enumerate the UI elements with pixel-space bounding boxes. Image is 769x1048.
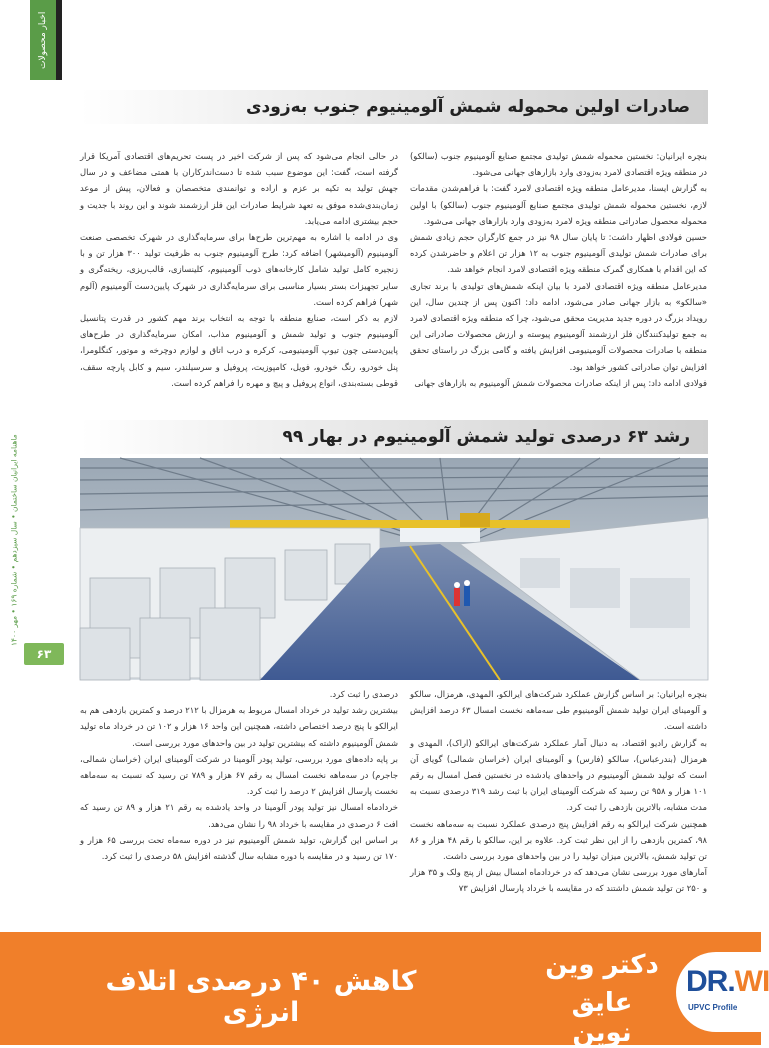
article2-title: رشد ۶۳ درصدی تولید شمش آلومینیوم در بهار ۹۹ bbox=[282, 427, 690, 447]
ad-brand-name-line2: عایق نوین bbox=[571, 988, 633, 1048]
drwin-logo bbox=[686, 965, 769, 999]
paragraph: وی در ادامه با اشاره به مهم‌ترین طرح‌ها برای سرمایه‌گذاری در شهرک تخصصی صنعت آلومینیوم (آلومیشهر) اضافه کرد: طرح آلومینیوم جنوب به ظرفیت تولید ۳۰۰ هزار تن و با زنجیره کامل تولید شامل کارخانه‌های ذوب آلومینیوم، کلینسازی، قالب‌ریزی، ریخته‌گری و سایر تجهیزات بستر بسیار مناسبی برای سرمایه‌گذاری در شهرک پایین‌دست آلومینیوم (آلوم شهر) فراهم کرده است. bbox=[80, 232, 398, 307]
paragraph: بر پایه داده‌های مورد بررسی، تولید پودر آلومینا در شرکت آلومینای ایران (خراسان شمالی، جاجرم) در سه‌ماهه نخست امسال به رقم ۶۷ هزار و ۷۸۹ تن رسید که نسبت به سه‌ماهه نخست پارسال افزایش ۲ درصد را ثبت کرد. bbox=[80, 753, 398, 797]
ad-tagline: کاهش ۴۰ درصدی اتلاف انرژی bbox=[105, 966, 417, 1028]
drwin-logo-dr: DR. bbox=[686, 965, 735, 998]
article1-column-right bbox=[410, 148, 707, 412]
factory-illustration bbox=[80, 458, 708, 680]
paragraph: لازم به ذکر است، صنایع منطقه با توجه به انتخاب برند مهم کشور در قدرت پتانسیل آلومینیوم جنوب و تولید شمش و آلومینیوم مذاب، امکان سرمایه‌گذاری در طرح‌های پایین‌دستی چون تیوپ آلومینیومی، کرکره و درب اتاق و لوازم دوچرخه و موتور، کنگلومرا، پنل خودرو، رنگ خودرو، فویل، کامپوزیت، پروفیل و سرسیلندر، سیم و کابل پارچه سقف، قوطی بسته‌بندی، انواع پروفیل و پیچ و مهره را فراهم کرده است. bbox=[80, 313, 398, 388]
paragraph: حسین فولادی اظهار داشت: تا پایان سال ۹۸ نیز در جمع کارگران حجم زیادی شمش برای صادرات شمش تولیدی آلومینیوم جنوب به ۱۲ هزار تن اعلام و حاضرشدن کرده که این اقدام با همکاری گمرک منطقه ویژه اقتصادی لامرد انجام خواهد شد. bbox=[410, 232, 707, 275]
paragraph: همچنین شرکت ایرالکو به رقم افزایش پنج درصدی عملکرد نسبت به سه‌ماهه نخست ۹۸، کمترین بازدهی را از این نظر ثبت کرد. علاوه بر این، سالکو با رقم ۴۸ هزار و ۸۶ تن تولید شمش، بالاترین میزان تولید را در بین واحدهای مورد بررسی داشت. bbox=[410, 818, 707, 862]
paragraph: بر اساس این گزارش، تولید شمش آلومینیوم نیز در دوره سه‌ماه تحت بررسی ۶۵ هزار و ۱۷۰ تن رسید و در مقایسه با دوره مشابه سال گذشته افزایش ۵۸ درصدی را ثبت کرد. bbox=[80, 834, 399, 862]
paragraph: بنچره ایرانیان: بر اساس گزارش عملکرد شرکت‌های ایرالکو، المهدی، هرمزال، سالکو و آلومینای ایران تولید شمش آلومینیوم طی سه‌ماهه نخست امسال ۶۳ درصد افزایش داشته است. bbox=[410, 689, 707, 732]
section-tab bbox=[30, 0, 56, 80]
factory-photo bbox=[80, 458, 708, 680]
article1-title-bar bbox=[80, 90, 708, 124]
article2-column-right bbox=[410, 686, 707, 922]
magazine-footer-rail: ماهنامه ایرانیان ساختمان • سال سیزدهم • شماره ۱۶۹ • مهر ۱۴۰۰ bbox=[9, 434, 19, 646]
page-number: ۶۳ bbox=[24, 643, 64, 665]
paragraph: بنچره ایرانیان: نخستین محموله شمش تولیدی مجتمع صنایع آلومینیوم جنوب (سالکو) در منطقه ویژه اقتصادی لامرد به‌زودی وارد بازارهای جهانی می‌شود. bbox=[410, 151, 707, 178]
section-tab-label: اخبار محصولات bbox=[38, 11, 48, 69]
paragraph: فولادی ادامه داد: پس از اینکه صادرات محصولات شمش آلومینیوم به بازارهای جهانی bbox=[414, 377, 707, 388]
drwin-logo-wi: WI bbox=[734, 965, 769, 998]
paragraph: به گزارش ایسنا، مدیرعامل منطقه ویژه اقتصادی لامرد گفت: با فراهم‌شدن مقدمات لازم، نخستین محموله شمش تولیدی مجتمع صنایع آلومینیوم جنوب (سالکو) با اولین محموله محصول صادراتی منطقه ویژه لامرد به‌زودی وارد بازارهای جهانی می‌شود. bbox=[410, 183, 707, 226]
paragraph: درصدی را ثبت کرد. bbox=[329, 689, 398, 699]
paragraph: در حالی انجام می‌شود که پس از شرکت اخیر در پست تحریم‌های اقتصادی آمریکا قرار گرفته است، گفت: این موضوع سبب شده تا دست‌اندرکاران با همتی مضاعف و در سال جهش تولید به تکیه بر عزم و اراده و توانمندی متخصصان و فعالان، پیش از موعد زمان‌بندی‌شده موفق به تعهد شرایط صادرات این فلز ارزشمند شوند و این روند با جدیت و حجم بیشتری ادامه می‌یابد. bbox=[80, 151, 398, 226]
article2-title-bar bbox=[80, 420, 708, 454]
paragraph: بیشترین رشد تولید در خرداد امسال مربوط به هرمزال با ۲۱۲ درصد و کمترین بازدهی هم به ایرالکو با پنج درصد اختصاص داشته، همچنین این واحد ۱۶ هزار و ۱۰۲ تن در خرداد ماه تولید شمش آلومینیوم داشته که بیشترین تولید در بین واحدهای مورد بررسی است. bbox=[80, 705, 398, 748]
paragraph: خردادماه امسال نیز تولید پودر آلومینا در واحد یادشده به رقم ۲۱ هزار و ۸۹ تن رسید که افت ۶ درصدی در مقایسه با خرداد ۹۸ را نشان می‌دهد. bbox=[80, 802, 398, 829]
ad-brand-name-line1: دکتر وین bbox=[545, 950, 659, 980]
paragraph: به گزارش رادیو اقتصاد، به دنبال آمار عملکرد شرکت‌های ایرالکو (اراک)، المهدی و هرمزال (بندرعباس)، سالکو (فارس) و آلومینای ایران (خراسان شمالی) گویای آن است که تولید شمش آلومینیوم در واحدهای یادشده در نخستین فصل امسال به رقم ۱۰۱ هزار و ۹۵۸ تن رسید که شرکت آلومینای ایران با ثبت رشد ۳۱۹ درصدی نسبت به مدت مشابه، بالاترین بازدهی را ثبت کرد. bbox=[410, 737, 707, 813]
section-tab-shadow bbox=[56, 0, 62, 80]
article2-column-left bbox=[80, 686, 398, 922]
article1-title: صادرات اولین محموله شمش آلومینیوم جنوب به‌زودی bbox=[245, 97, 690, 117]
paragraph: آمارهای مورد بررسی نشان می‌دهد که در خردادماه امسال بیش از پنج ولک و ۳۵ هزار و ۲۵۰ تن تولید شمش داشتند که در مقایسه با خرداد پارسال افزایش ۷۳ bbox=[410, 867, 707, 894]
drwin-logo-subtitle: UPVC Profile bbox=[688, 1003, 738, 1012]
article1-column-left bbox=[80, 148, 398, 412]
paragraph: مدیرعامل منطقه ویژه اقتصادی لامرد با بیان اینکه شمش‌های تولیدی با برند تجاری «سالکو» به بازار جهانی صادر می‌شود، ادامه داد: اکنون پس از چندین سال، این رویداد بزرگ در دوره جدید مدیریت محقق می‌شود، چرا که منطقه ویژه اقتصادی لامرد به جمع تولیدکنندگان فلز ارزشمند آلومینیوم پیوسته و ارزش محصولات صادراتی این منطقه با صادرات محصولات آلومینیومی افزایش یافته و گامی بزرگ در راستای تحقق افزایش توان صادراتی کشور خواهد بود. bbox=[410, 280, 707, 372]
